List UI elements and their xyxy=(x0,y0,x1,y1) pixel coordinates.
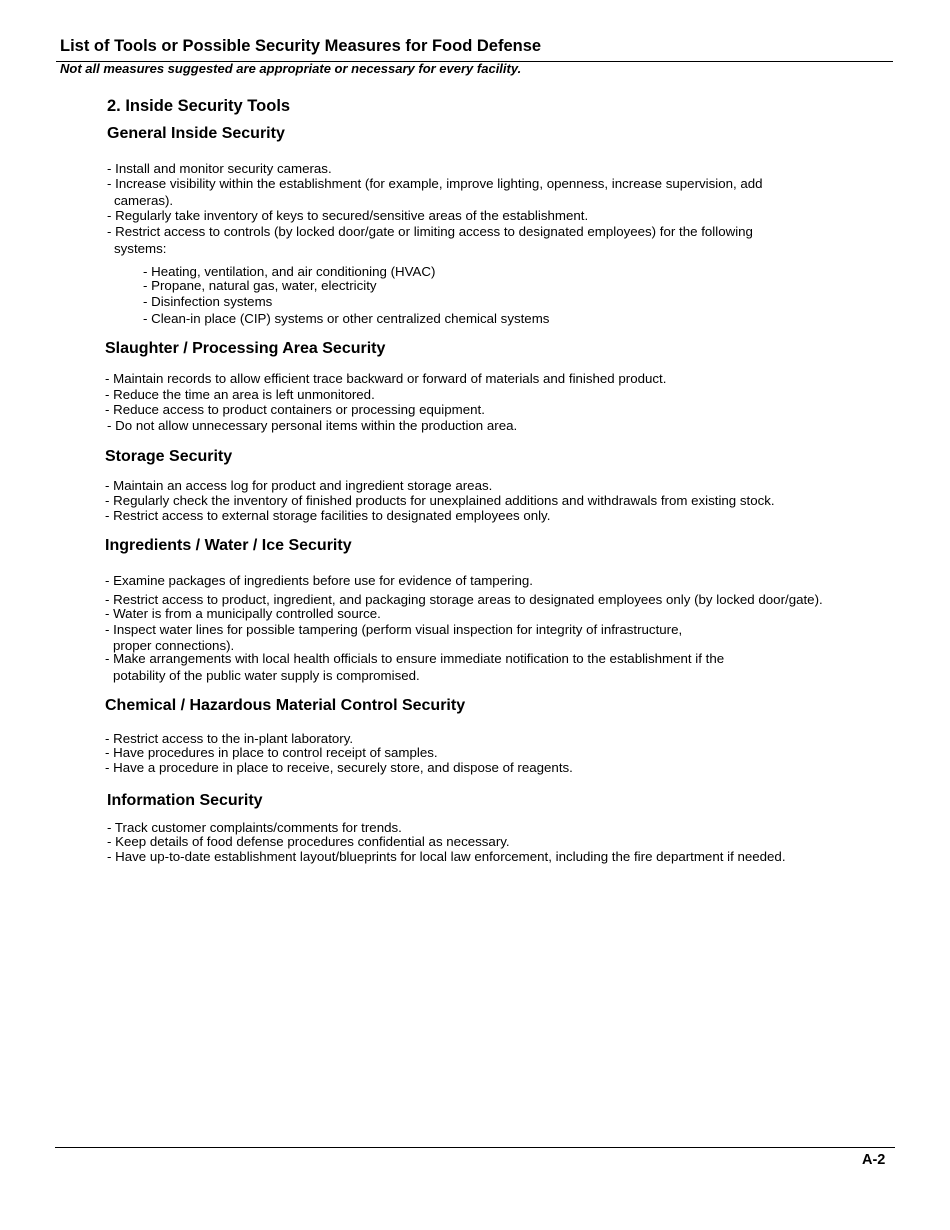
page-title: List of Tools or Possible Security Measures for Food Defense xyxy=(60,37,542,55)
ingredients-line: - Restrict access to product, ingredient, and packaging storage areas to designated employees only (by locked door/gate). xyxy=(105,592,823,607)
storage-line: - Restrict access to external storage facilities to designated employees only. xyxy=(105,508,551,523)
footer-divider xyxy=(55,1147,895,1148)
chemical-line: - Restrict access to the in-plant laboratory. xyxy=(105,731,354,746)
slaughter-line: - Do not allow unnecessary personal items within the production area. xyxy=(107,418,518,433)
ingredients-line: potability of the public water supply is compromised. xyxy=(113,668,420,683)
information-line: - Track customer complaints/comments for trends. xyxy=(107,820,402,835)
information-line: - Keep details of food defense procedures confidential as necessary. xyxy=(107,834,510,849)
information-security-heading: Information Security xyxy=(107,792,263,809)
storage-line: - Maintain an access log for product and ingredient storage areas. xyxy=(105,478,493,493)
ingredients-security-heading: Ingredients / Water / Ice Security xyxy=(105,537,352,554)
general-line: systems: xyxy=(114,241,167,256)
general-line: - Restrict access to controls (by locked door/gate or limiting access to designated employees) for the following xyxy=(107,224,753,239)
page-number: A-2 xyxy=(862,1152,886,1168)
storage-line: - Regularly check the inventory of finished products for unexplained additions and withdrawals from existing stock. xyxy=(105,493,775,508)
general-line: - Regularly take inventory of keys to secured/sensitive areas of the establishment. xyxy=(107,208,589,223)
storage-security-heading: Storage Security xyxy=(105,448,233,465)
slaughter-security-heading: Slaughter / Processing Area Security xyxy=(105,340,386,357)
general-line: cameras). xyxy=(114,193,174,208)
ingredients-line: - Water is from a municipally controlled source. xyxy=(105,606,381,621)
slaughter-line: - Maintain records to allow efficient trace backward or forward of materials and finished product. xyxy=(105,371,667,386)
section-heading: 2. Inside Security Tools xyxy=(107,97,291,115)
information-line: - Have up-to-date establishment layout/blueprints for local law enforcement, including the fire department if needed. xyxy=(107,849,786,864)
chemical-security-heading: Chemical / Hazardous Material Control Security xyxy=(105,697,466,714)
slaughter-line: - Reduce access to product containers or processing equipment. xyxy=(105,402,485,417)
chemical-line: - Have a procedure in place to receive, securely store, and dispose of reagents. xyxy=(105,760,573,775)
general-line: - Install and monitor security cameras. xyxy=(107,161,332,176)
general-sub-item: - Disinfection systems xyxy=(143,294,273,309)
ingredients-line: - Inspect water lines for possible tampering (perform visual inspection for integrity of infrastructure, xyxy=(105,622,683,637)
page-subtitle: Not all measures suggested are appropriate or necessary for every facility. xyxy=(60,61,522,76)
general-line: - Increase visibility within the establishment (for example, improve lighting, openness, increase supervision, add xyxy=(107,176,763,191)
chemical-line: - Have procedures in place to control receipt of samples. xyxy=(105,745,438,760)
general-sub-item: - Heating, ventilation, and air conditioning (HVAC) xyxy=(143,264,436,279)
general-security-heading: General Inside Security xyxy=(107,125,285,142)
ingredients-line: - Make arrangements with local health officials to ensure immediate notification to the establishment if the xyxy=(105,651,725,666)
slaughter-line: - Reduce the time an area is left unmonitored. xyxy=(105,387,375,402)
general-sub-item: - Clean-in place (CIP) systems or other centralized chemical systems xyxy=(143,311,550,326)
general-sub-item: - Propane, natural gas, water, electricity xyxy=(143,278,377,293)
ingredients-line: proper connections). xyxy=(113,638,235,653)
ingredients-line: - Examine packages of ingredients before use for evidence of tampering. xyxy=(105,573,533,588)
